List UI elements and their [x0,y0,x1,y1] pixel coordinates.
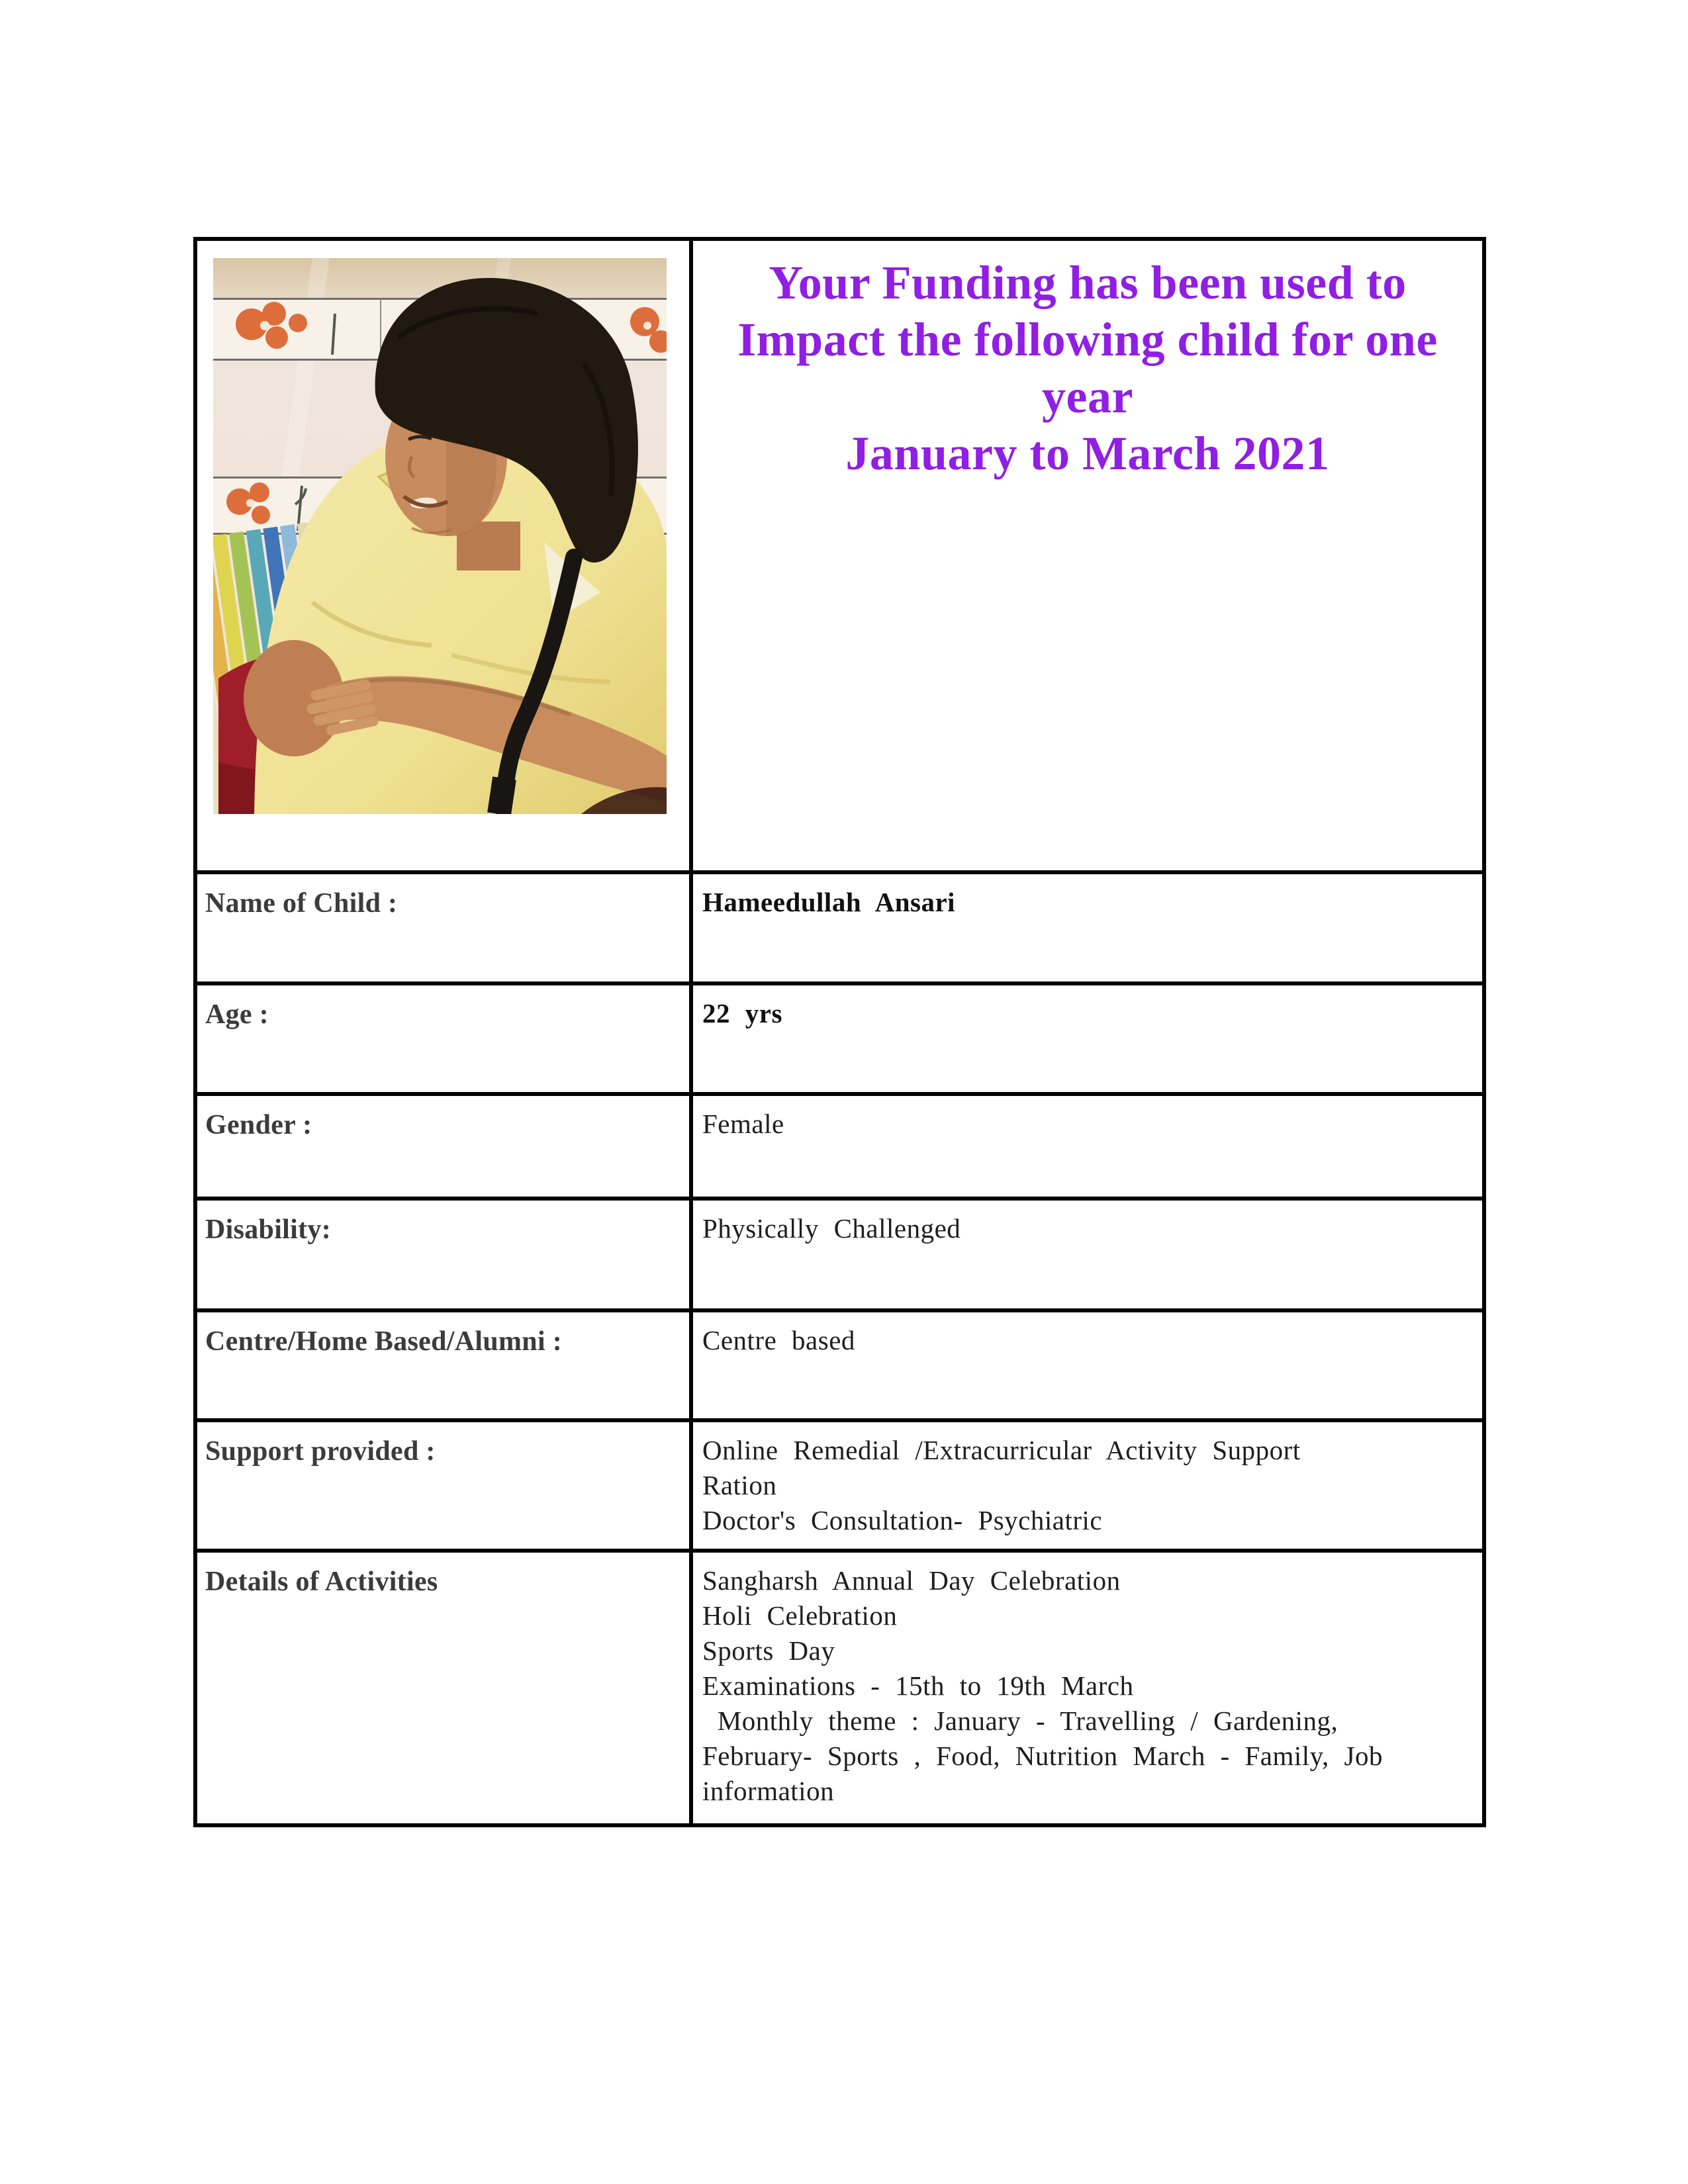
row-label-details-of-activities: Details of Activities [197,1549,689,1823]
support-line-2: Ration [702,1470,777,1500]
title-line-4: January to March 2021 [845,427,1330,480]
title-line-1: Your Funding has been used to [769,256,1407,309]
title-line-2: Impact the following child for one [737,313,1438,366]
activities-line-3: Sports Day [702,1635,835,1666]
row-value-name-of-child: Hameedullah Ansari [689,870,1482,981]
row-value-support-provided [689,1418,1482,1549]
row-value-centre-home-based-alumni: Centre based [689,1308,1482,1418]
activities-line-5: Monthly theme : January - Travelling / Gardening, [702,1706,1338,1736]
row-value-disability: Physically Challenged [689,1197,1482,1308]
activities-line-7: information [702,1776,835,1806]
activities-line-4: Examinations - 15th to 19th March [702,1670,1134,1701]
funding-title [689,241,1482,870]
child-photo [213,258,667,814]
row-value-gender: Female [689,1092,1482,1197]
title-line-3: year [1042,370,1133,423]
row-label-centre-home-based-alumni: Centre/Home Based/Alumni : [197,1308,689,1418]
support-line-1: Online Remedial /Extracurricular Activity Support [702,1435,1301,1465]
row-label-gender: Gender : [197,1092,689,1197]
support-line-3: Doctor's Consultation- Psychiatric [702,1505,1103,1535]
activities-line-2: Holi Celebration [702,1600,898,1631]
row-value-age: 22 yrs [689,981,1482,1092]
row-value-details-of-activities [689,1549,1482,1823]
row-label-name-of-child: Name of Child : [197,870,689,981]
sponsorship-report-table [193,237,1486,1827]
row-label-support-provided: Support provided : [197,1418,689,1549]
activities-line-1: Sangharsh Annual Day Celebration [702,1565,1121,1596]
row-label-age: Age : [197,981,689,1092]
photo-cell [197,241,689,870]
activities-line-6: February- Sports , Food, Nutrition March - Family, Job [702,1741,1383,1771]
row-label-disability: Disability: [197,1197,689,1308]
